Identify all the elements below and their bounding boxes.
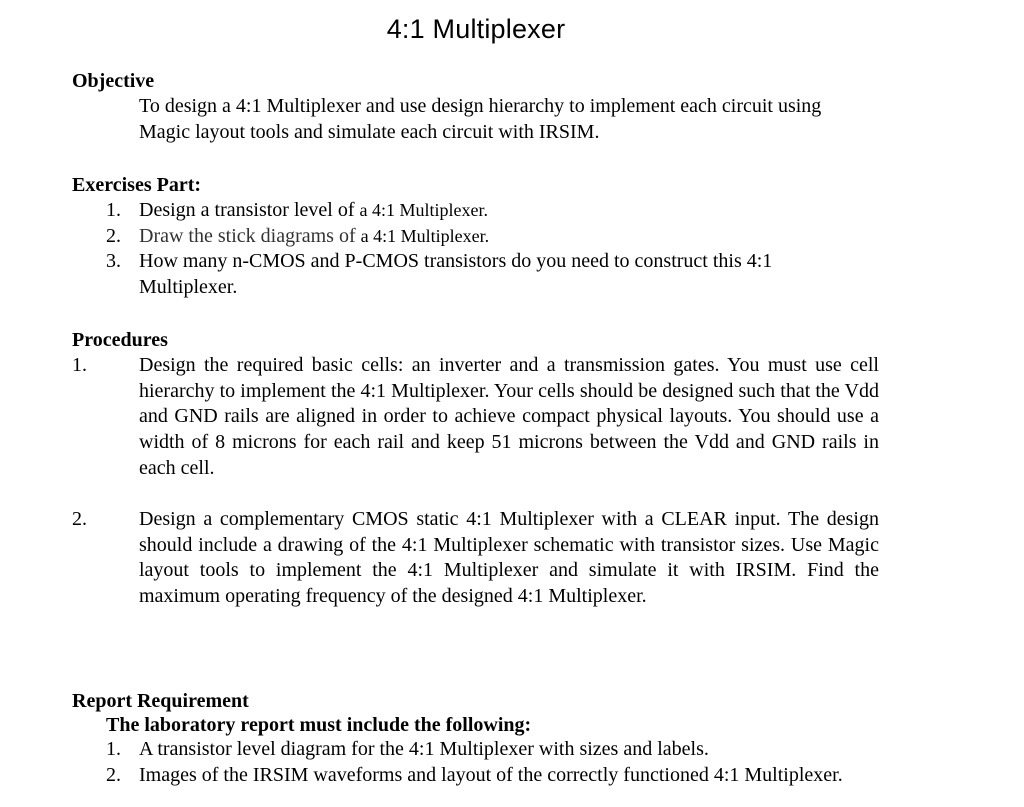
report-text: Images of the IRSIM waveforms and layout of the correctly functioned 4:1 Multiplexer. — [139, 763, 843, 786]
exercise-number: 1. — [106, 199, 121, 221]
report-item — [106, 737, 836, 763]
exercise-number: 2. — [106, 224, 121, 247]
exercise-item — [106, 249, 859, 300]
exercise-text: Design a transistor level of — [139, 199, 360, 221]
report-text: A transistor level diagram for the 4:1 Multiplexer with sizes and labels. — [139, 738, 709, 760]
exercise-text-small: a 4:1 Multiplexer. — [360, 225, 490, 246]
procedure-number: 1. — [72, 354, 87, 376]
exercise-item — [106, 198, 886, 224]
page-title: 4:1 Multiplexer — [386, 14, 566, 44]
report-list — [106, 737, 843, 788]
procedure-text: Design the required basic cells: an inverter and a transmission gates. You must use cell hierarchy to implement the 4:1 Multiplexer. Your cells should be designed such that the Vdd and GND rails are aligned in order to achieve compact physical layouts. You should use a width of 8 microns for each rail and keep 51 microns between the Vdd and GND rails in each cell. — [139, 354, 879, 479]
exercise-text: How many n-CMOS and P-CMOS transistors do you need to construct this 4:1 Multiplexer. — [139, 250, 773, 299]
exercise-text-small: a 4:1 Multiplexer. — [359, 200, 488, 220]
report-heading: Report Requirement — [72, 690, 249, 712]
exercise-item — [106, 224, 886, 250]
report-item — [106, 763, 849, 789]
exercises-heading: Exercises Part: — [72, 174, 202, 196]
report-number: 2. — [106, 763, 121, 786]
report-subheading: The laboratory report must include the following: — [106, 714, 532, 736]
procedures-heading: Procedures — [72, 329, 168, 351]
procedure-number: 2. — [72, 508, 87, 530]
objective-heading: Objective — [72, 70, 155, 92]
exercises-list — [106, 198, 886, 301]
objective-text: To design a 4:1 Multiplexer and use design hierarchy to implement each circuit using Magic layout tools and simulate each circuit with IRSIM. — [139, 95, 822, 143]
exercise-number: 3. — [106, 250, 121, 273]
exercise-text: Draw the stick diagrams of — [139, 224, 361, 247]
procedure-text: Design a complementary CMOS static 4:1 Multiplexer with a CLEAR input. The design should include a drawing of the 4:1 Multiplexer schematic with transistor sizes. Use Magic layout tools to implement the 4:1 Multiplexer and simulate it with IRSIM. Find the maximum operating frequency of the designed 4:1 Multiplexer. — [139, 508, 879, 608]
report-number: 1. — [106, 738, 121, 760]
